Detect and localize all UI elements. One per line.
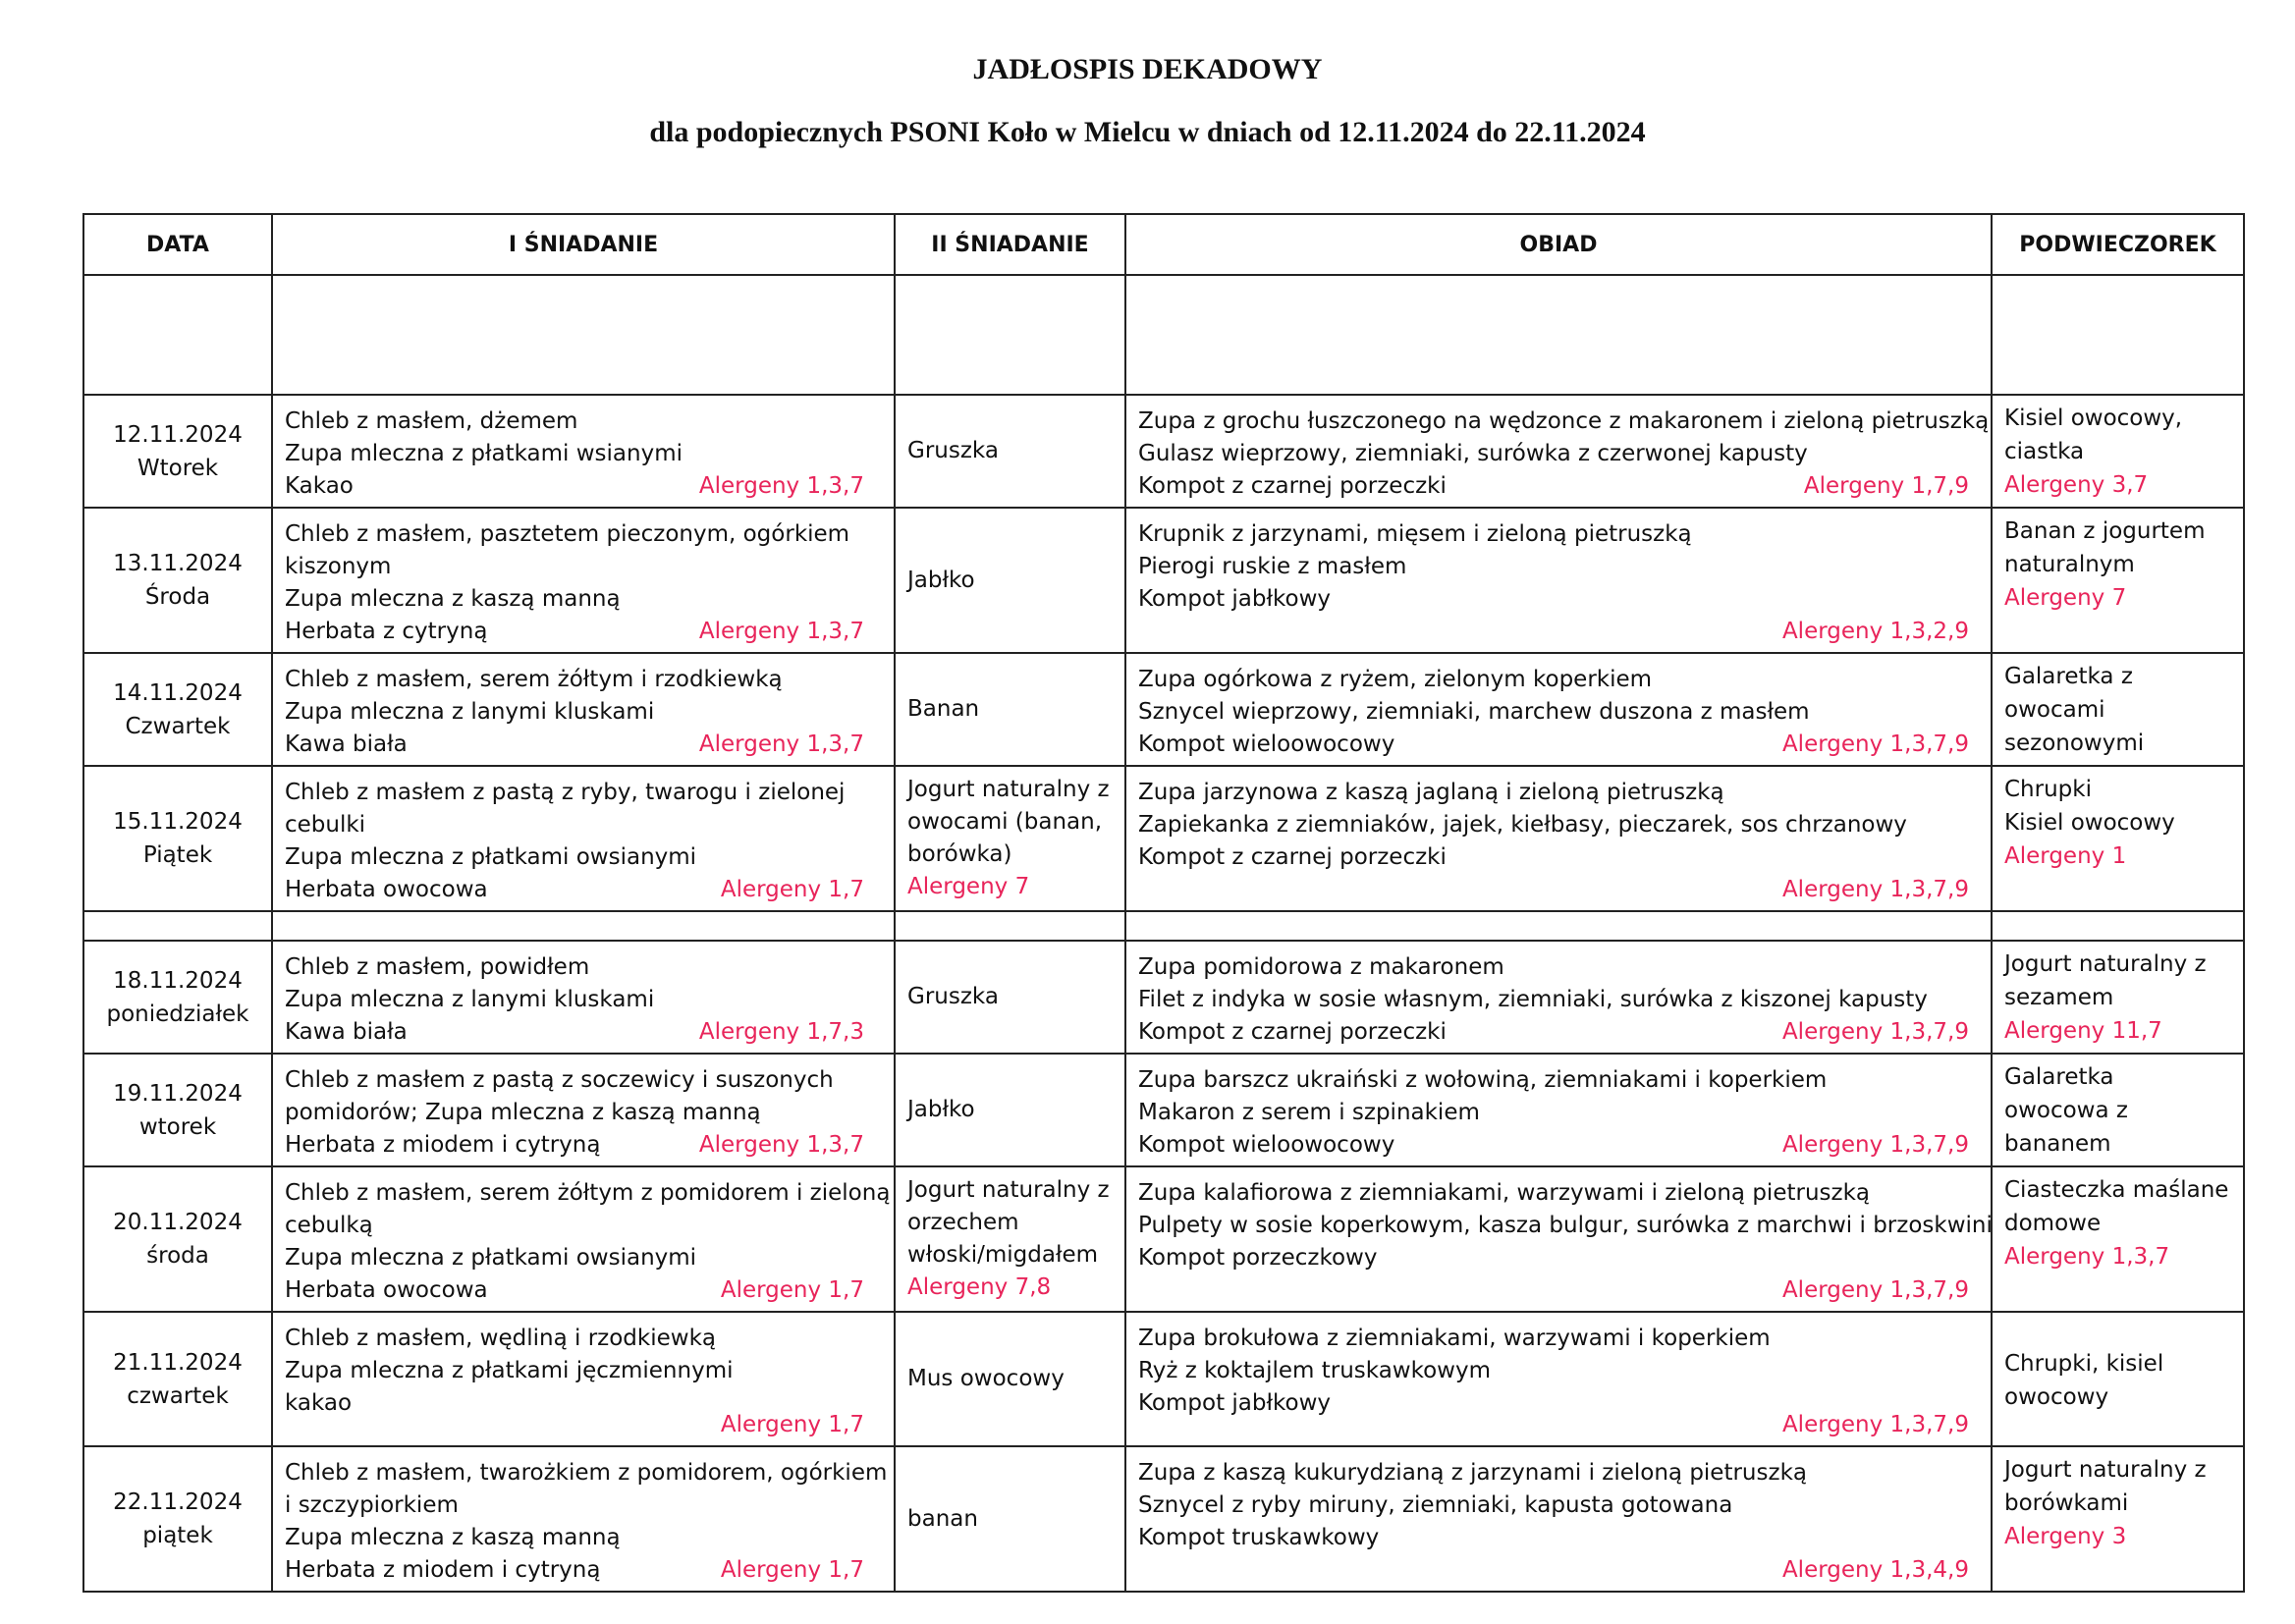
lunch-allergens: Alergeny 1,3,4,9 [1781,1557,1969,1583]
breakfast-1-allergens: Alergeny 1,7 [720,877,864,902]
snack-allergens: Alergeny 11,7 [2004,1018,2162,1044]
snack-line: Ciasteczka maślane [2004,1177,2229,1203]
breakfast-1-line: Herbata z miodem i cytryną [285,1557,601,1583]
breakfast-2-allergens: Alergeny 7 [907,874,1030,899]
day-name: piątek [142,1523,213,1548]
snack-line: Jogurt naturalny z [2004,951,2207,977]
breakfast-1-line: Herbata owocowa [285,877,488,902]
breakfast-1-line: kakao [285,1390,353,1416]
snack-line: owocowy [2004,1383,2109,1410]
lunch-line: Kompot z czarnej porzeczki [1138,844,1447,870]
menu-row [83,508,2244,653]
breakfast-1-line: i szczypiorkiem [285,1492,459,1518]
snack-line: sezonowymi [2004,731,2145,756]
lunch-line: Filet z indyka w sosie własnym, ziemniaki, surówka z kiszonej kapusty [1138,987,1928,1012]
breakfast-1-cell [272,766,895,911]
breakfast-2-line: borówka) [907,841,1012,867]
breakfast-2-allergens: Alergeny 7,8 [907,1274,1052,1300]
lunch-allergens: Alergeny 1,3,7,9 [1781,731,1969,757]
date-value: 19.11.2024 [113,1080,243,1107]
breakfast-1-cell [272,653,895,766]
date-cell [83,508,272,653]
snack-cell [1992,1312,2244,1446]
lunch-allergens: Alergeny 1,3,7,9 [1781,1132,1969,1158]
breakfast-1-line: cebulki [285,812,366,838]
document-title: JADŁOSPIS DEKADOWY [972,53,1323,85]
lunch-cell [1125,395,1992,508]
breakfast-1-line: Zupa mleczna z płatkami jęczmiennymi [285,1358,734,1383]
menu-row [83,1166,2244,1312]
breakfast-1-allergens: Alergeny 1,3,7 [698,731,864,757]
date-value: 14.11.2024 [113,679,243,706]
lunch-line: Kompot porzeczkowy [1138,1245,1378,1271]
snack-cell [1992,1054,2244,1166]
snack-cell [1992,508,2244,653]
lunch-line: Kompot truskawkowy [1138,1525,1380,1550]
header-breakfast-1: I ŚNIADANIE [272,214,895,275]
lunch-cell [1125,508,1992,653]
lunch-line: Kompot wieloowocowy [1138,731,1395,757]
menu-row [83,395,2244,508]
lunch-line: Pierogi ruskie z masłem [1138,554,1407,579]
breakfast-1-line: cebulką [285,1213,373,1238]
date-value: 12.11.2024 [113,421,243,448]
date-cell [83,766,272,911]
lunch-line: Zupa pomidorowa z makaronem [1138,954,1504,980]
separator-cell [272,911,895,941]
date-value: 21.11.2024 [113,1349,243,1376]
breakfast-2-line: włoski/migdałem [907,1242,1099,1268]
breakfast-1-allergens: Alergeny 1,7 [720,1277,864,1303]
breakfast-1-line: Chleb z masłem, powidłem [285,954,590,980]
date-cell [83,653,272,766]
snack-line: domowe [2004,1211,2102,1236]
date-value: 18.11.2024 [113,967,243,994]
day-name: Środa [144,584,211,610]
breakfast-2-cell [895,653,1125,766]
breakfast-2-item: Gruszka [907,984,999,1009]
snack-line: Kisiel owocowy [2004,810,2175,836]
breakfast-1-line: Herbata z cytryną [285,619,488,644]
lunch-line: Kompot z czarnej porzeczki [1138,1019,1447,1045]
breakfast-1-line: Chleb z masłem, twarożkiem z pomidorem, ogórkiem [285,1460,888,1486]
breakfast-1-line: Chleb z masłem, wędliną i rzodkiewką [285,1326,716,1351]
snack-allergens: Alergeny 3 [2004,1524,2127,1549]
breakfast-1-cell [272,941,895,1054]
lunch-line: Sznycel z ryby miruny, ziemniaki, kapusta gotowana [1138,1492,1733,1518]
breakfast-2-cell [895,1166,1125,1312]
lunch-allergens: Alergeny 1,7,9 [1803,473,1969,499]
lunch-line: Zupa barszcz ukraiński z wołowiną, ziemniakami i koperkiem [1138,1067,1828,1093]
snack-cell [1992,941,2244,1054]
lunch-line: Zupa z grochu łuszczonego na wędzonce z makaronem i zieloną pietruszką [1138,408,1990,434]
lunch-line: Pulpety w sosie koperkowym, kasza bulgur, surówka z marchwi i brzoskwini [1138,1213,1993,1238]
lunch-cell [1125,941,1992,1054]
empty-row [83,275,2244,395]
snack-line: sezamem [2004,985,2114,1010]
day-name: Piątek [142,842,213,868]
breakfast-1-line: Zupa mleczna z lanymi kluskami [285,699,655,725]
document-subtitle: dla podopiecznych PSONI Koło w Mielcu w dniach od 12.11.2024 do 22.11.2024 [649,116,1646,148]
breakfast-1-line: Chleb z masłem, serem żółtym i rzodkiewką [285,667,783,692]
breakfast-1-cell [272,1446,895,1592]
day-name: Wtorek [137,455,219,481]
menu-row [83,766,2244,911]
breakfast-1-allergens: Alergeny 1,7 [720,1412,864,1437]
breakfast-1-allergens: Alergeny 1,7,3 [698,1019,864,1045]
breakfast-1-allergens: Alergeny 1,3,7 [698,619,864,644]
breakfast-2-line: orzechem [907,1210,1019,1235]
breakfast-1-line: Chleb z masłem, dżemem [285,408,578,434]
breakfast-2-item: Mus owocowy [907,1366,1065,1391]
breakfast-1-line: pomidorów; Zupa mleczna z kaszą manną [285,1100,761,1125]
lunch-cell [1125,1446,1992,1592]
snack-allergens: Alergeny 3,7 [2004,472,2149,498]
menu-row [83,1312,2244,1446]
breakfast-2-cell [895,395,1125,508]
breakfast-1-line: Kawa biała [285,1019,408,1045]
breakfast-2-line: owocami (banan, [907,809,1103,835]
breakfast-1-allergens: Alergeny 1,3,7 [698,1132,864,1158]
breakfast-2-cell [895,1054,1125,1166]
breakfast-2-item: Jabłko [907,1097,975,1122]
snack-line: Chrupki, kisiel [2004,1350,2164,1377]
breakfast-1-line: Zupa mleczna z płatkami owsianymi [285,1245,697,1271]
lunch-line: Zupa kalafiorowa z ziemniakami, warzywami i zieloną pietruszką [1138,1180,1870,1206]
snack-line: Banan z jogurtem [2004,518,2206,544]
date-cell [83,1054,272,1166]
breakfast-1-line: Zupa mleczna z lanymi kluskami [285,987,655,1012]
date-cell [83,1166,272,1312]
lunch-line: Ryż z koktajlem truskawkowym [1138,1358,1492,1383]
breakfast-2-line: Jogurt naturalny z [907,777,1110,802]
menu-row [83,1446,2244,1592]
snack-line: bananem [2004,1131,2111,1157]
lunch-allergens: Alergeny 1,3,7,9 [1781,1277,1969,1303]
breakfast-1-line: kiszonym [285,554,392,579]
snack-line: Galaretka [2004,1064,2114,1090]
breakfast-1-line: Zupa mleczna z kaszą manną [285,1525,621,1550]
separator-cell [1992,911,2244,941]
separator-cell [895,911,1125,941]
breakfast-2-cell [895,1446,1125,1592]
day-name: środa [146,1243,209,1269]
snack-cell [1992,653,2244,766]
snack-allergens: Alergeny 1,3,7 [2004,1244,2170,1270]
breakfast-1-line: Kawa biała [285,731,408,757]
breakfast-1-cell [272,1054,895,1166]
breakfast-2-cell [895,766,1125,911]
breakfast-1-line: Chleb z masłem, pasztetem pieczonym, ogórkiem [285,521,850,547]
snack-line: owocami [2004,697,2105,723]
header-date: DATA [83,214,272,275]
lunch-cell [1125,1166,1992,1312]
lunch-line: Makaron z serem i szpinakiem [1138,1100,1480,1125]
breakfast-1-cell [272,1166,895,1312]
lunch-cell [1125,653,1992,766]
lunch-line: Sznycel wieprzowy, ziemniaki, marchew duszona z masłem [1138,699,1810,725]
breakfast-2-line: Jogurt naturalny z [907,1177,1110,1203]
breakfast-2-item: banan [907,1505,978,1532]
date-value: 15.11.2024 [113,809,243,835]
snack-allergens: Alergeny 7 [2004,585,2127,611]
breakfast-1-line: Chleb z masłem z pastą z ryby, twarogu i zielonej [285,780,846,805]
breakfast-1-allergens: Alergeny 1,3,7 [698,473,864,499]
breakfast-1-line: Herbata owocowa [285,1277,488,1303]
breakfast-1-cell [272,508,895,653]
day-name: poniedziałek [106,1001,249,1027]
lunch-allergens: Alergeny 1,3,7,9 [1781,1412,1969,1437]
breakfast-1-line: Zupa mleczna z płatkami owsianymi [285,844,697,870]
menu-body [83,275,2244,1592]
breakfast-2-cell [895,508,1125,653]
lunch-line: Kompot jabłkowy [1138,1390,1332,1416]
snack-line: Chrupki [2004,777,2092,802]
breakfast-1-line: Kakao [285,473,354,499]
lunch-cell [1125,766,1992,911]
menu-row [83,1054,2244,1166]
header-lunch: OBIAD [1125,214,1992,275]
date-value: 22.11.2024 [113,1489,243,1515]
breakfast-1-cell [272,395,895,508]
header-breakfast-2: II ŚNIADANIE [895,214,1125,275]
header-snack: PODWIECZOREK [1992,214,2244,275]
breakfast-1-allergens: Alergeny 1,7 [720,1557,864,1583]
lunch-allergens: Alergeny 1,3,7,9 [1781,1019,1969,1045]
date-cell [83,1446,272,1592]
breakfast-1-line: Zupa mleczna z płatkami wsianymi [285,441,683,466]
lunch-line: Zupa jarzynowa z kaszą jaglaną i zieloną pietruszką [1138,780,1724,805]
snack-cell [1992,1446,2244,1592]
lunch-allergens: Alergeny 1,3,7,9 [1781,877,1969,902]
lunch-cell [1125,1312,1992,1446]
snack-line: owocowa z [2004,1098,2128,1123]
snack-line: borówkami [2004,1490,2129,1516]
breakfast-2-item: Gruszka [907,438,999,463]
menu-table [82,213,2245,1593]
lunch-line: Kompot wieloowocowy [1138,1132,1395,1158]
lunch-line: Kompot jabłkowy [1138,586,1332,612]
separator-cell [83,911,272,941]
date-cell [83,1312,272,1446]
snack-line: Kisiel owocowy, [2004,406,2183,431]
separator-cell [1125,911,1992,941]
snack-cell [1992,766,2244,911]
week-separator-row [83,911,2244,941]
day-name: Czwartek [125,713,231,739]
date-value: 20.11.2024 [113,1210,243,1235]
lunch-line: Gulasz wieprzowy, ziemniaki, surówka z czerwonej kapusty [1138,441,1808,466]
menu-row [83,941,2244,1054]
lunch-line: Kompot z czarnej porzeczki [1138,473,1447,499]
date-cell [83,395,272,508]
breakfast-2-item: Jabłko [907,567,975,593]
lunch-line: Zupa z kaszą kukurydzianą z jarzynami i zieloną pietruszką [1138,1460,1807,1486]
lunch-allergens: Alergeny 1,3,2,9 [1781,619,1969,644]
breakfast-1-line: Herbata z miodem i cytryną [285,1132,601,1158]
lunch-cell [1125,1054,1992,1166]
breakfast-2-cell [895,1312,1125,1446]
lunch-line: Krupnik z jarzynami, mięsem i zieloną pietruszką [1138,521,1692,547]
lunch-line: Zupa brokułowa z ziemniakami, warzywami i koperkiem [1138,1326,1771,1351]
breakfast-1-line: Chleb z masłem, serem żółtym z pomidorem i zieloną [285,1180,891,1206]
snack-allergens: Alergeny 1 [2004,843,2127,869]
breakfast-2-item: Banan [907,696,980,722]
menu-row [83,653,2244,766]
date-cell [83,941,272,1054]
date-value: 13.11.2024 [113,551,243,576]
snack-line: naturalnym [2004,552,2135,577]
day-name: wtorek [138,1113,217,1140]
breakfast-2-cell [895,941,1125,1054]
snack-line: Galaretka z [2004,664,2133,689]
day-name: czwartek [127,1382,229,1409]
snack-cell [1992,395,2244,508]
lunch-line: Zapiekanka z ziemniaków, jajek, kiełbasy, pieczarek, sos chrzanowy [1138,812,1907,838]
header-row [83,214,2244,275]
breakfast-1-line: Chleb z masłem z pastą z soczewicy i suszonych [285,1067,834,1093]
breakfast-1-cell [272,1312,895,1446]
breakfast-1-line: Zupa mleczna z kaszą manną [285,586,621,612]
snack-line: Jogurt naturalny z [2004,1457,2207,1483]
lunch-line: Zupa ogórkowa z ryżem, zielonym koperkiem [1138,667,1653,692]
snack-cell [1992,1166,2244,1312]
snack-line: ciastka [2004,439,2085,464]
